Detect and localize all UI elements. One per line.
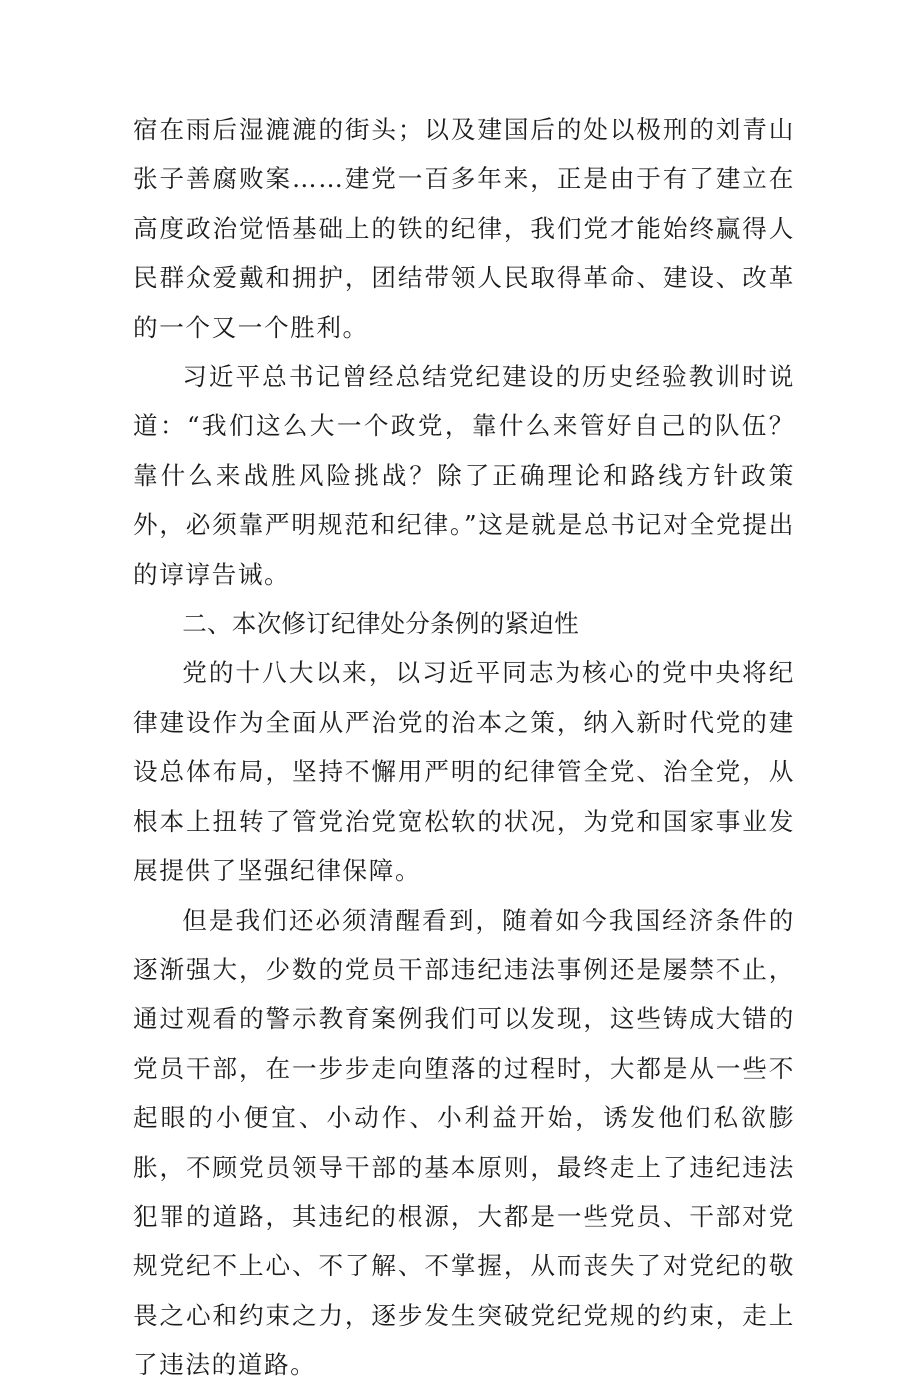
body-paragraph-discipline-building: 党的十八大以来，以习近平同志为核心的党中央将纪律建设作为全面从严治党的治本之策，纳入新时代党的建设总体布局，坚持不懈用严明的纪律管全党、治全党，从根本上扭转了管党治党宽松软的状况，为党和国家事业发展提供了坚强纪律保障。 bbox=[133, 658, 795, 886]
body-paragraph-warning-cases: 但是我们还必须清醒看到，随着如今我国经济条件的逐渐强大，少数的党员干部违纪违法事例还是屡禁不止，通过观看的警示教育案例我们可以发现，这些铸成大错的党员干部，在一步步走向堕落的过程时，大都是从一些不起眼的小便宜、小动作、小利益开始，诱发他们私欲膨胀，不顾党员领导干部的基本原则，最终走上了违纪违法犯罪的道路，其违纪的根源，大都是一些党员、干部对党规党纪不上心、不了解、不掌握，从而丧失了对党纪的敬畏之心和约束之力，逐步发生突破党纪党规的约束，走上了违法的道路。 bbox=[133, 905, 795, 1380]
body-paragraph-quote: 习近平总书记曾经总结党纪建设的历史经验教训时说道：“我们这么大一个政党，靠什么来管好自己的队伍？靠什么来战胜风险挑战？除了正确理论和路线方针政策外，必须靠严明规范和纪律。”这是就是总书记对全党提出的谆谆告诫。 bbox=[133, 362, 795, 589]
section-heading: 二、本次修订纪律处分条例的紧迫性 bbox=[182, 609, 579, 639]
body-paragraph-continuation: 宿在雨后湿漉漉的街头；以及建国后的处以极刑的刘青山张子善腐败案……建党一百多年来，正是由于有了建立在高度政治觉悟基础上的铁的纪律，我们党才能始终赢得人民群众爱戴和拥护，团结带领人民取得革命、建设、改革的一个又一个胜利。 bbox=[133, 115, 795, 342]
document-body bbox=[133, 105, 795, 1390]
